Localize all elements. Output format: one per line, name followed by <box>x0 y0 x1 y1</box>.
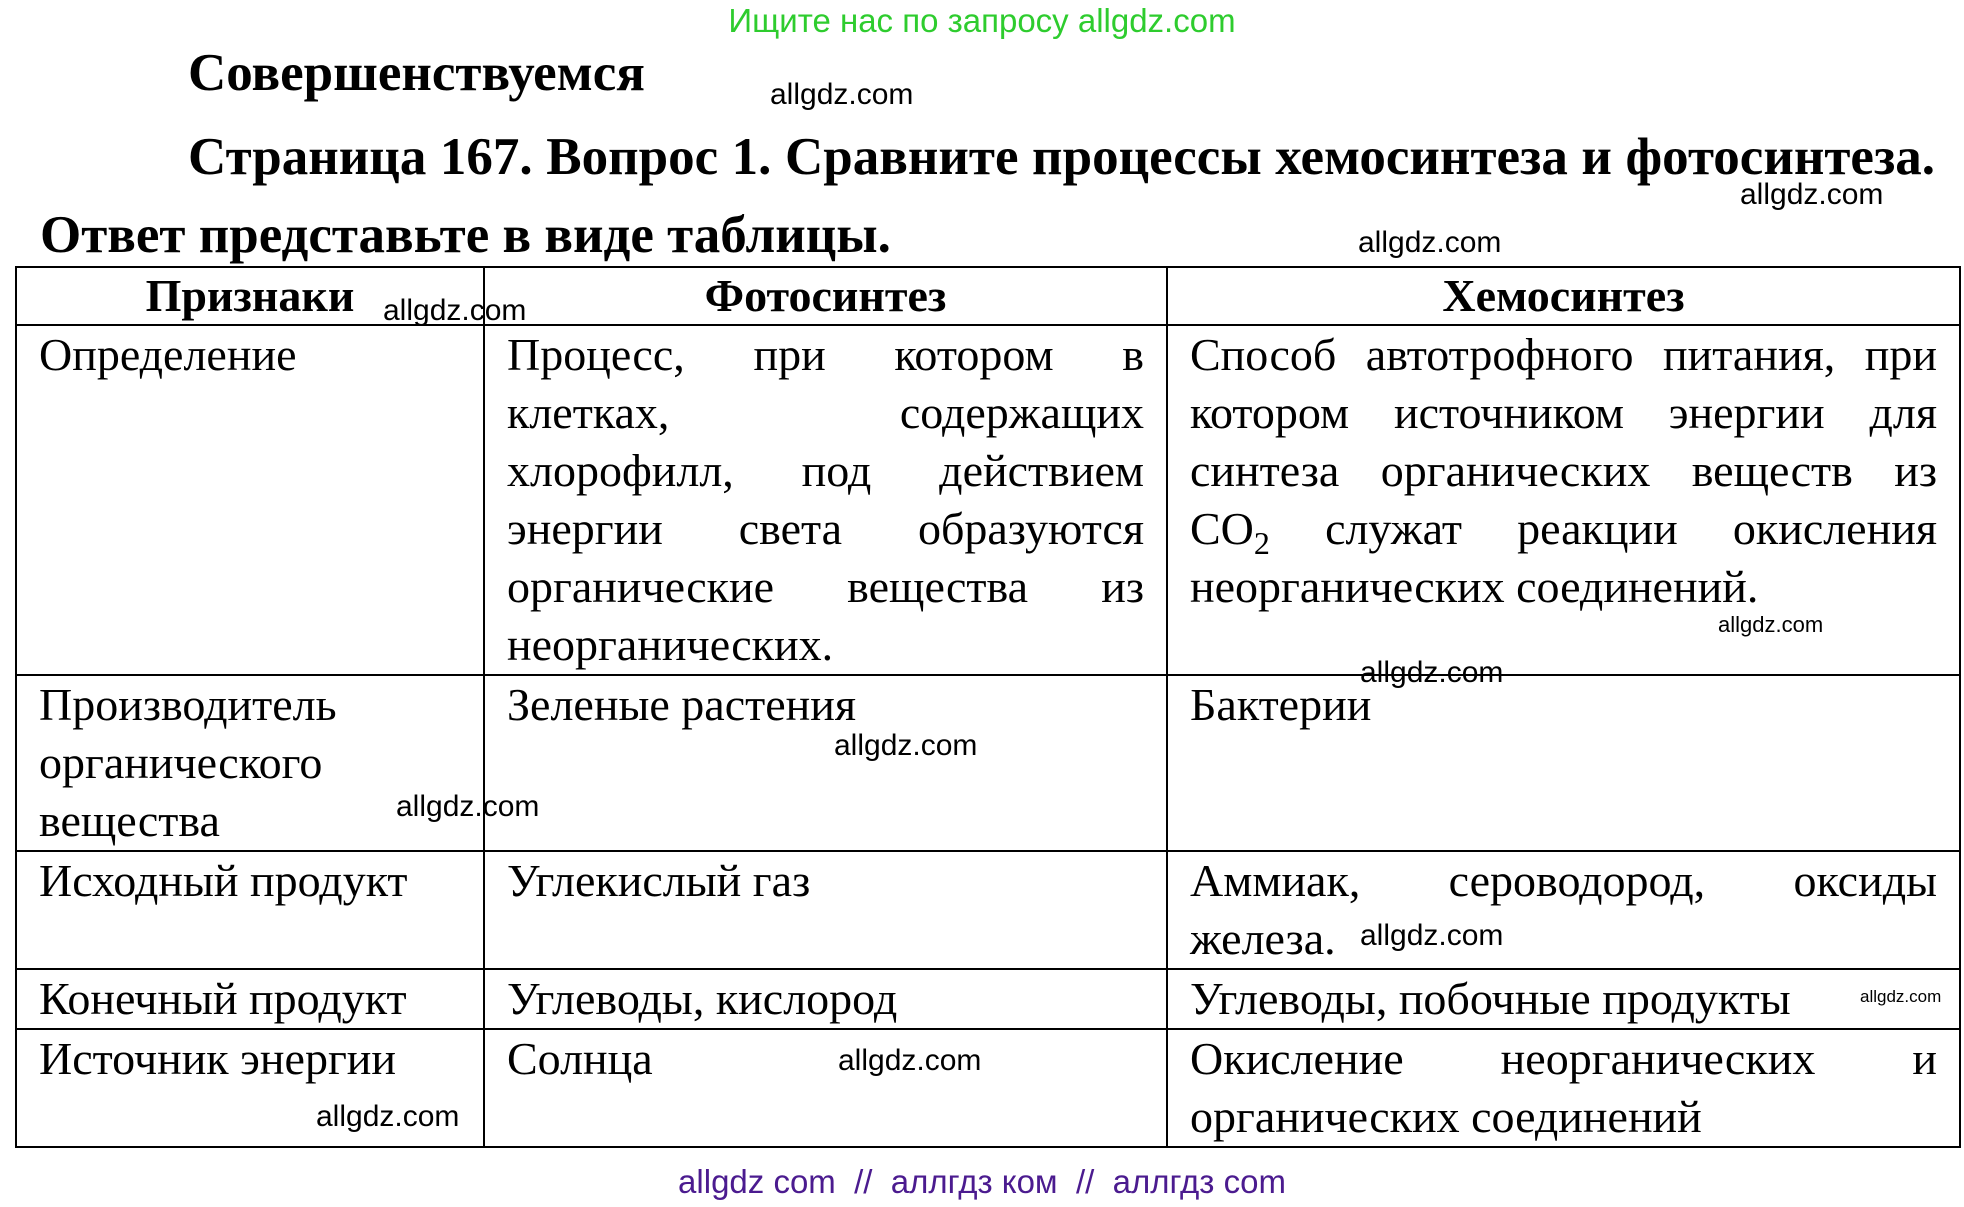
chemosynthesis-text-part: Способ автотрофного питания, при котором источником энергии для синтеза органических веществ из CO <box>1190 329 1937 554</box>
table-header-row <box>16 267 1960 325</box>
chemosynthesis-cell: Аммиак, сероводород, оксиды железа. <box>1167 851 1960 969</box>
feature-cell: Источник энергии <box>16 1029 484 1147</box>
watermark: allgdz.com <box>838 1044 982 1077</box>
watermark: allgdz.com <box>1718 612 1824 637</box>
table-row <box>16 675 1960 851</box>
watermark: allgdz.com <box>1360 919 1504 952</box>
table-row <box>16 325 1960 675</box>
photosynthesis-cell: Зеленые растения <box>484 675 1167 851</box>
chemosynthesis-cell: Бактерии <box>1167 675 1960 851</box>
chemosynthesis-cell <box>1167 325 1960 675</box>
feature-cell: Производитель органического вещества <box>16 675 484 851</box>
watermark: allgdz.com <box>770 78 914 111</box>
header-features: Признаки <box>16 267 484 325</box>
watermark: allgdz.com <box>383 294 527 327</box>
watermark: allgdz.com <box>396 790 540 823</box>
table-row <box>16 1029 1960 1147</box>
question-text: Страница 167. Вопрос 1. Сравните процессы хемосинтеза и фотосинтеза. Ответ представьте в виде таблицы. <box>40 128 1935 264</box>
photosynthesis-cell: Углеводы, кислород <box>484 969 1167 1029</box>
comparison-table <box>15 266 1961 1148</box>
comparison-table-wrapper <box>15 266 1961 1148</box>
subscript-2: 2 <box>1253 525 1270 562</box>
chemosynthesis-cell: Углеводы, побочные продукты <box>1167 969 1960 1029</box>
photosynthesis-cell: Солнца <box>484 1029 1167 1147</box>
feature-cell: Исходный продукт <box>16 851 484 969</box>
top-banner: Ищите нас по запросу allgdz.com <box>728 2 1236 39</box>
section-heading: Совершенствуемся <box>188 44 645 102</box>
watermark: allgdz.com <box>316 1100 460 1133</box>
watermark: allgdz.com <box>1860 987 1942 1006</box>
feature-cell: Конечный продукт <box>16 969 484 1029</box>
footer-watermark: allgdz com // аллгдз ком // аллгдз com <box>678 1163 1286 1200</box>
watermark: allgdz.com <box>1360 656 1504 689</box>
photosynthesis-cell: Углекислый газ <box>484 851 1167 969</box>
watermark: allgdz.com <box>834 729 978 762</box>
watermark: allgdz.com <box>1358 226 1502 259</box>
feature-cell: Определение <box>16 325 484 675</box>
chemosynthesis-text-part: служат реакции окисления неорганических соединений. <box>1190 503 1937 612</box>
header-chemosynthesis: Хемосинтез <box>1167 267 1960 325</box>
photosynthesis-cell: Процесс, при котором в клетках, содержащих хлорофилл, под действием энергии света образуются органические вещества из неорганических. <box>484 325 1167 675</box>
table-row <box>16 969 1960 1029</box>
header-photosynthesis: Фотосинтез <box>484 267 1167 325</box>
watermark: allgdz.com <box>1740 178 1884 211</box>
chemosynthesis-cell: Окисление неорганических и органических соединений <box>1167 1029 1960 1147</box>
table-row <box>16 851 1960 969</box>
